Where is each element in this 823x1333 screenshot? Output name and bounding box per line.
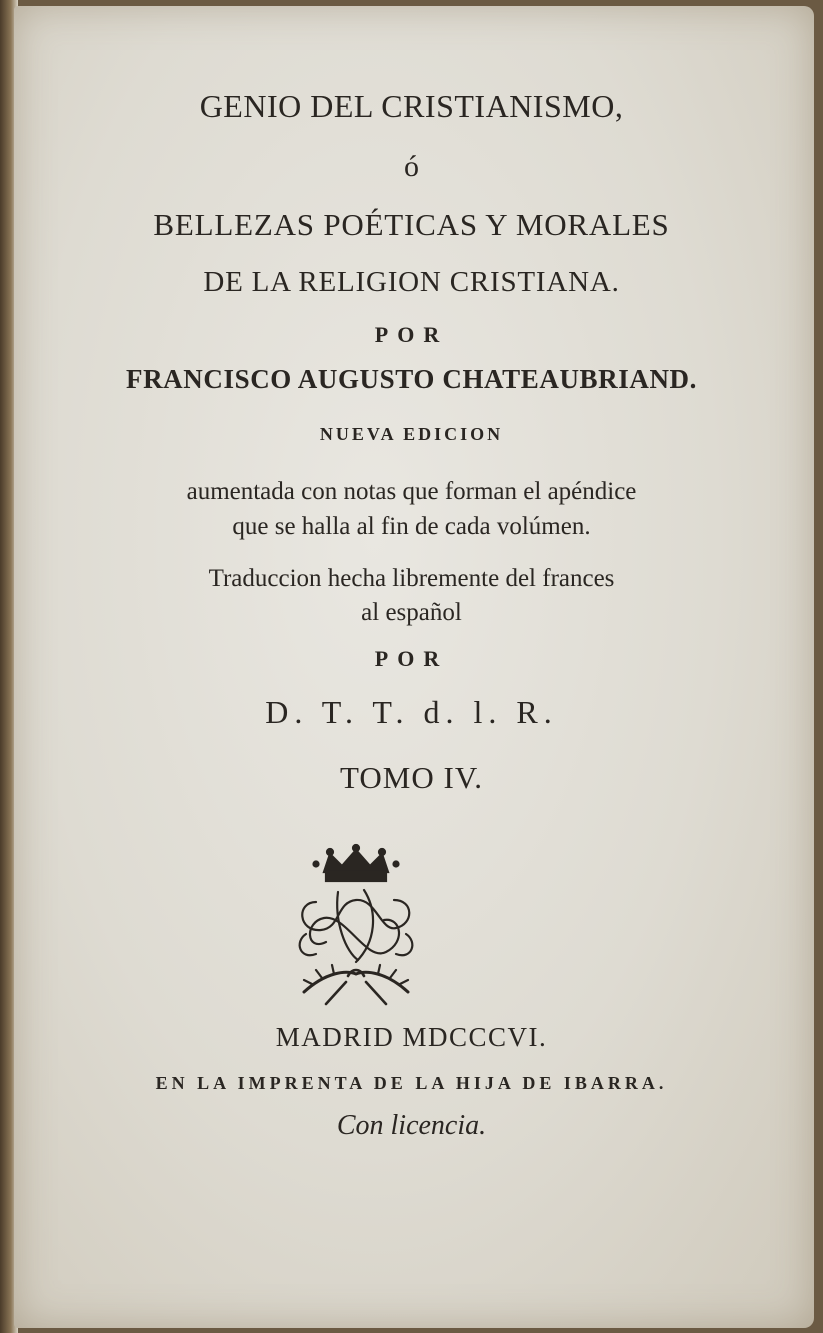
translation-note-line-1: Traduccion hecha libremente del frances (208, 565, 615, 592)
translator-initials: D. T. T. d. l. R. (265, 694, 558, 730)
crowned-monogram-emblem-icon (286, 842, 426, 1012)
edition-note-line-2: que se halla al fin de cada volúmen. (232, 513, 591, 540)
subtitle-line-2: DE LA RELIGION CRISTIANA. (203, 266, 620, 298)
subtitle-line-1: BELLEZAS POÉTICAS Y MORALES (153, 207, 670, 242)
author-name: FRANCISCO AUGUSTO CHATEAUBRIAND. (125, 364, 698, 394)
volume-number: TOMO IV. (340, 760, 483, 795)
por-label-2: POR (374, 646, 449, 671)
book-title: GENIO DEL CRISTIANISMO, (199, 88, 624, 124)
conjunction: ó (404, 150, 419, 183)
license-note: Con licencia. (336, 1110, 487, 1141)
edition-note-line-1: aumentada con notas que forman el apéndice (186, 478, 637, 505)
printer-imprint: EN LA IMPRENTA DE LA HIJA DE IBARRA. (155, 1073, 668, 1093)
por-label-1: POR (374, 322, 449, 347)
place-and-date: MADRID MDCCCVI. (275, 1022, 548, 1052)
edition-label: NUEVA EDICION (319, 424, 504, 444)
translation-note-line-2: al español (361, 599, 462, 626)
